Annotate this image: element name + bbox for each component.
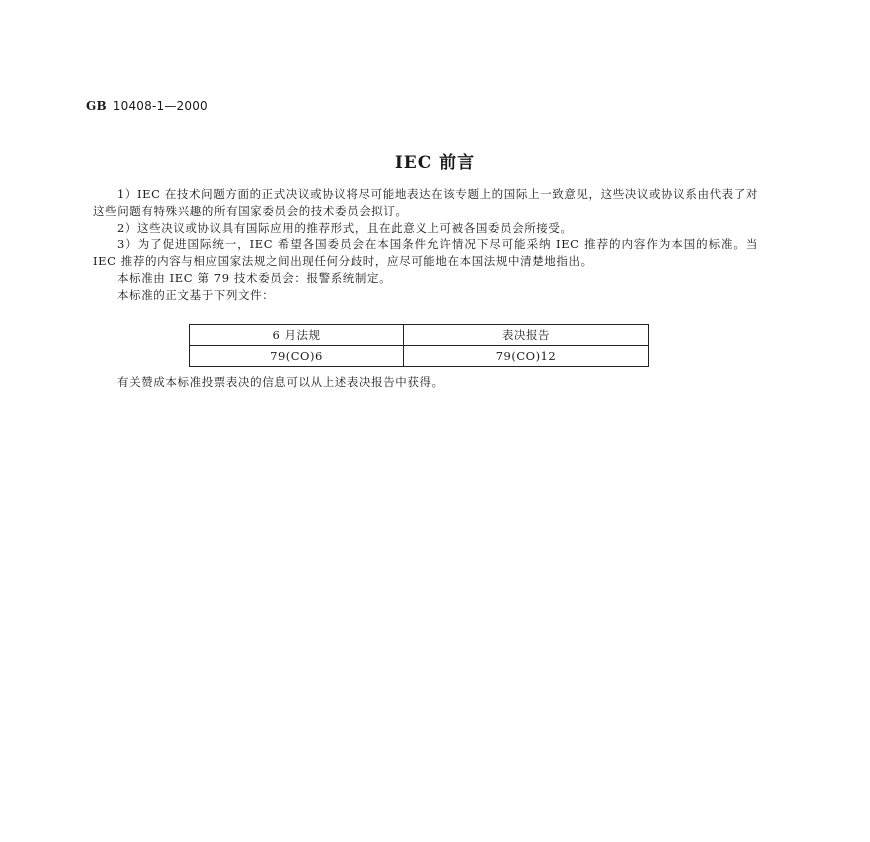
table-header-cell: 6 月法规 xyxy=(190,325,404,346)
paragraph-4: 本标准由 IEC 第 79 技术委员会：报警系统制定。 xyxy=(117,270,392,285)
paragraph-5: 本标准的正文基于下列文件： xyxy=(117,287,275,302)
paragraph-2: 2）这些决议或协议具有国际应用的推荐形式，且在此意义上可被各国委员会所接受。 xyxy=(117,220,573,235)
standard-code xyxy=(86,99,208,113)
documents-table xyxy=(189,324,649,367)
documents-table-wrap xyxy=(189,324,649,367)
paragraph-1: 1）IEC 在技术问题方面的正式决议或协议将尽可能地表达在该专题上的国际上一致意见，这些决议或协议系由代表了对这些问题有特殊兴趣的所有国家委员会的技术委员会拟订。 xyxy=(93,187,758,218)
page-title: IEC 前言 xyxy=(394,153,476,173)
table-cell: 79(CO)12 xyxy=(403,346,648,367)
preface-body xyxy=(93,186,758,304)
table-header-row xyxy=(190,325,649,346)
table-header-cell: 表决报告 xyxy=(403,325,648,346)
voting-info-text: 有关赞成本标准投票表决的信息可以从上述表决报告中获得。 xyxy=(117,375,444,389)
table-row xyxy=(190,346,649,367)
table-cell: 79(CO)6 xyxy=(190,346,404,367)
paragraph-3: 3）为了促进国际统一，IEC 希望各国委员会在本国条件允许情况下尽可能采纳 IEC 推荐的内容作为本国的标准。当 IEC 推荐的内容与相应国家法规之间出现任何分歧时，应尽可能地在本国法规中清楚地指出。 xyxy=(93,237,758,269)
standard-prefix: GB xyxy=(86,99,107,113)
standard-number: 10408-1—2000 xyxy=(112,99,208,113)
